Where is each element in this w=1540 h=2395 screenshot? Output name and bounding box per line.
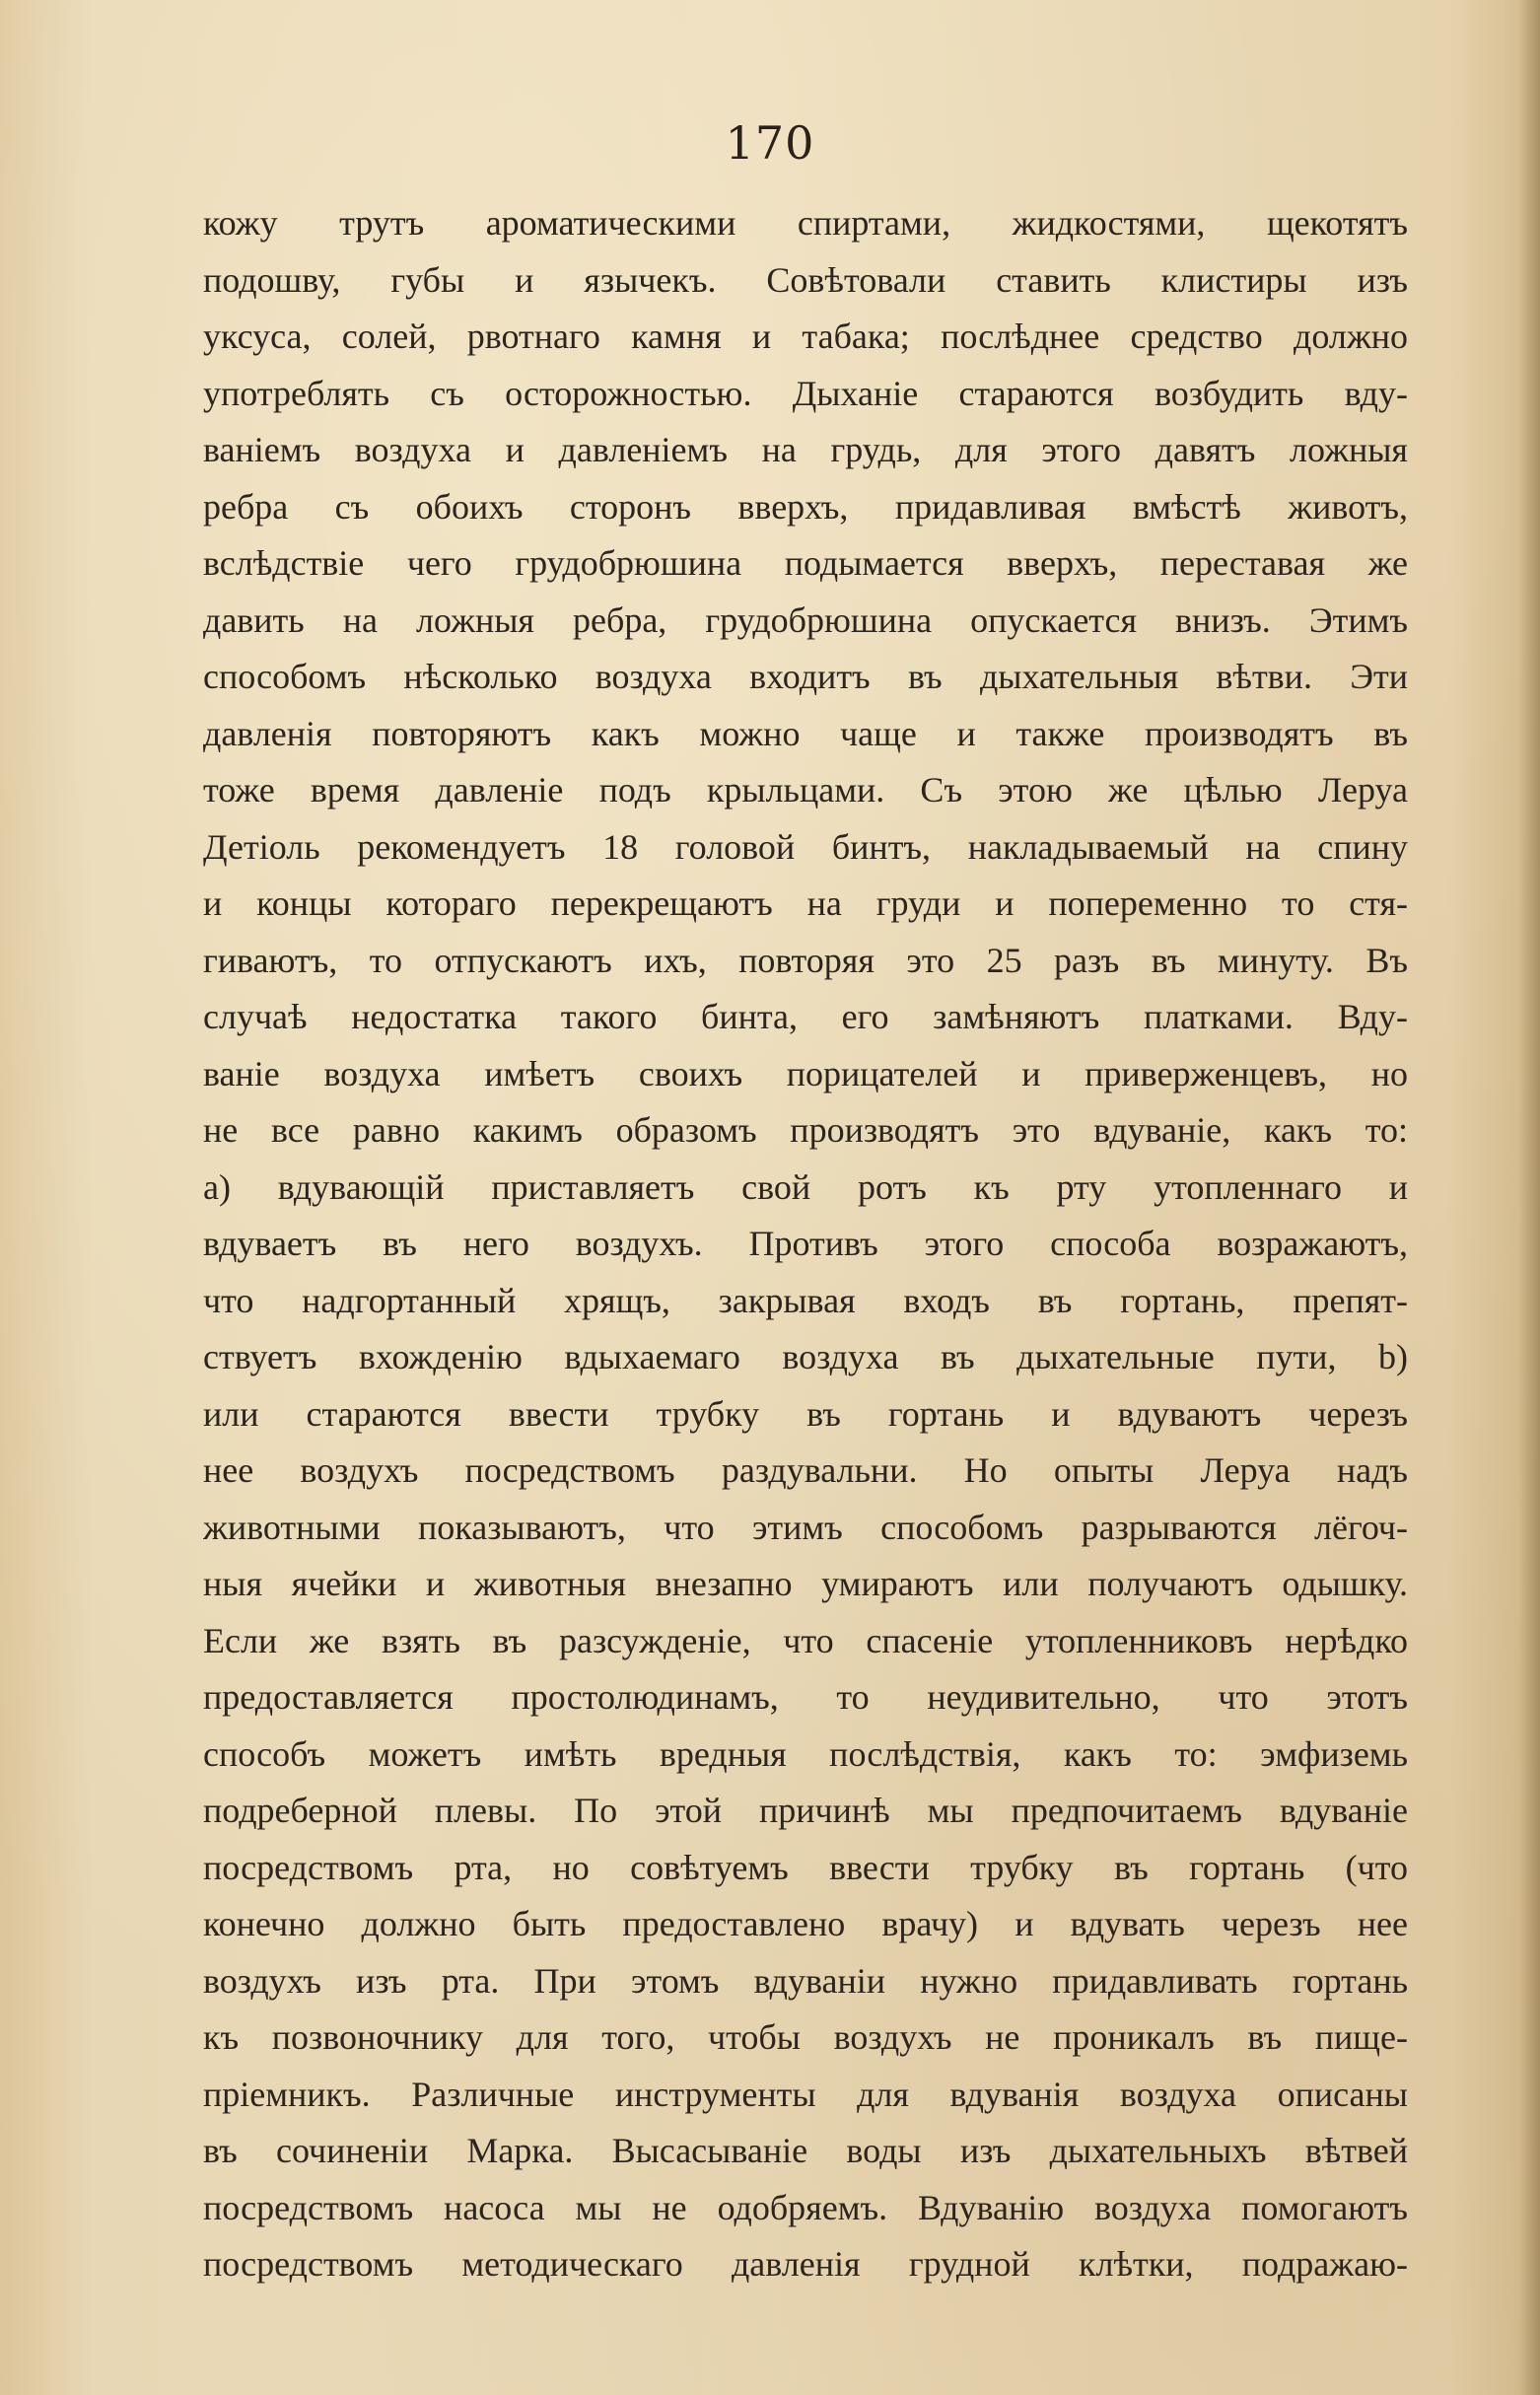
page-number: 170 <box>725 116 815 170</box>
text-line: не все равно какимъ образомъ производятъ это вдуваніе, какъ то: <box>203 1110 1408 1150</box>
text-line: и концы котораго перекрещаютъ на груди и попеременно то стя- <box>203 883 1408 923</box>
text-line: что надгортанный хрящъ, закрывая входъ въ гортань, препят- <box>203 1280 1408 1320</box>
page-edge-shadow <box>1518 0 1540 2395</box>
text-line: въ сочиненіи Марка. Высасываніе воды изъ дыхательныхъ вѣтвей <box>203 2131 1408 2170</box>
text-line: вдуваетъ въ него воздухъ. Противъ этого способа возражаютъ, <box>203 1224 1408 1263</box>
text-line: вслѣдствіе чего грудобрюшина подымается вверхъ, переставая же <box>203 543 1408 583</box>
text-line: посредствомъ насоса мы не одобряемъ. Вдуванію воздуха помогаютъ <box>203 2187 1408 2227</box>
text-line: посредствомъ рта, но совѣтуемъ ввести трубку въ гортань (что <box>203 1847 1408 1887</box>
text-line: случаѣ недостатка такого бинта, его замѣняютъ платками. Вду- <box>203 997 1408 1036</box>
text-line: кожу трутъ ароматическими спиртами, жидкостями, щекотятъ <box>203 203 1408 243</box>
text-line: тоже время давленіе подъ крыльцами. Съ этою же цѣлью Леруа <box>203 770 1408 810</box>
text-line: способъ можетъ имѣть вредныя послѣдствія, какъ то: эмфиземь <box>203 1733 1408 1774</box>
text-line: животными показываютъ, что этимъ способомъ разрываются лёгоч- <box>203 1507 1408 1547</box>
text-line: подреберной плевы. По этой причинѣ мы предпочитаемъ вдуваніе <box>203 1791 1408 1830</box>
text-line: воздухъ изъ рта. При этомъ вдуваніи нужно придавливать гортань <box>203 1960 1408 2001</box>
text-line: или стараются ввести трубку въ гортань и вдуваютъ черезъ <box>203 1393 1408 1434</box>
text-line: къ позвоночнику для того, чтобы воздухъ не проникалъ въ пище- <box>203 2017 1408 2057</box>
text-line: ныя ячейки и животныя внезапно умираютъ или получаютъ одышку. <box>203 1564 1408 1603</box>
text-line: конечно должно быть предоставлено врачу) и вдувать черезъ нее <box>203 1904 1408 1943</box>
text-line: Детіоль рекомендуетъ 18 головой бинтъ, накладываемый на спину <box>203 826 1408 867</box>
text-line: а) вдувающій приставляетъ свой ротъ къ рту утопленнаго и <box>203 1166 1408 1207</box>
text-line: ребра съ обоихъ сторонъ вверхъ, придавливая вмѣстѣ животъ, <box>203 486 1408 527</box>
text-line: нее воздухъ посредствомъ раздувальни. Но опыты Леруа надъ <box>203 1450 1408 1490</box>
text-line: давить на ложныя ребра, грудобрюшина опускается внизъ. Этимъ <box>203 599 1408 640</box>
text-line: гиваютъ, то отпускаютъ ихъ, повторяя это 25 разъ въ минуту. Въ <box>203 940 1408 980</box>
text-line: ваніе воздуха имѣетъ своихъ порицателей и приверженцевъ, но <box>203 1053 1408 1093</box>
body-text <box>203 195 1408 2293</box>
text-line: ваніемъ воздуха и давленіемъ на грудь, для этого давятъ ложныя <box>203 430 1408 469</box>
text-line: ствуетъ вхожденію вдыхаемаго воздуха въ дыхательные пути, b) <box>203 1337 1408 1376</box>
text-line: способомъ нѣсколько воздуха входитъ въ дыхательныя вѣтви. Эти <box>203 657 1408 696</box>
text-line: подошву, губы и язычекъ. Совѣтовали ставить клистиры изъ <box>203 259 1408 300</box>
text-line: употреблять съ осторожностью. Дыханіе стараются возбудить вду- <box>203 373 1408 413</box>
text-line: давленія повторяютъ какъ можно чаще и также производятъ въ <box>203 713 1408 753</box>
text-line: пріемникъ. Различные инструменты для вдуванія воздуха описаны <box>203 2074 1408 2114</box>
text-line: уксуса, солей, рвотнаго камня и табака; послѣднее средство должно <box>203 317 1408 356</box>
text-line: Если же взять въ разсужденіе, что спасеніе утопленниковъ нерѣдко <box>203 1620 1408 1660</box>
text-line: посредствомъ методическаго давленія грудной клѣтки, подражаю- <box>203 2244 1408 2284</box>
text-line: предоставляется простолюдинамъ, то неудивительно, что этотъ <box>203 1677 1408 1717</box>
